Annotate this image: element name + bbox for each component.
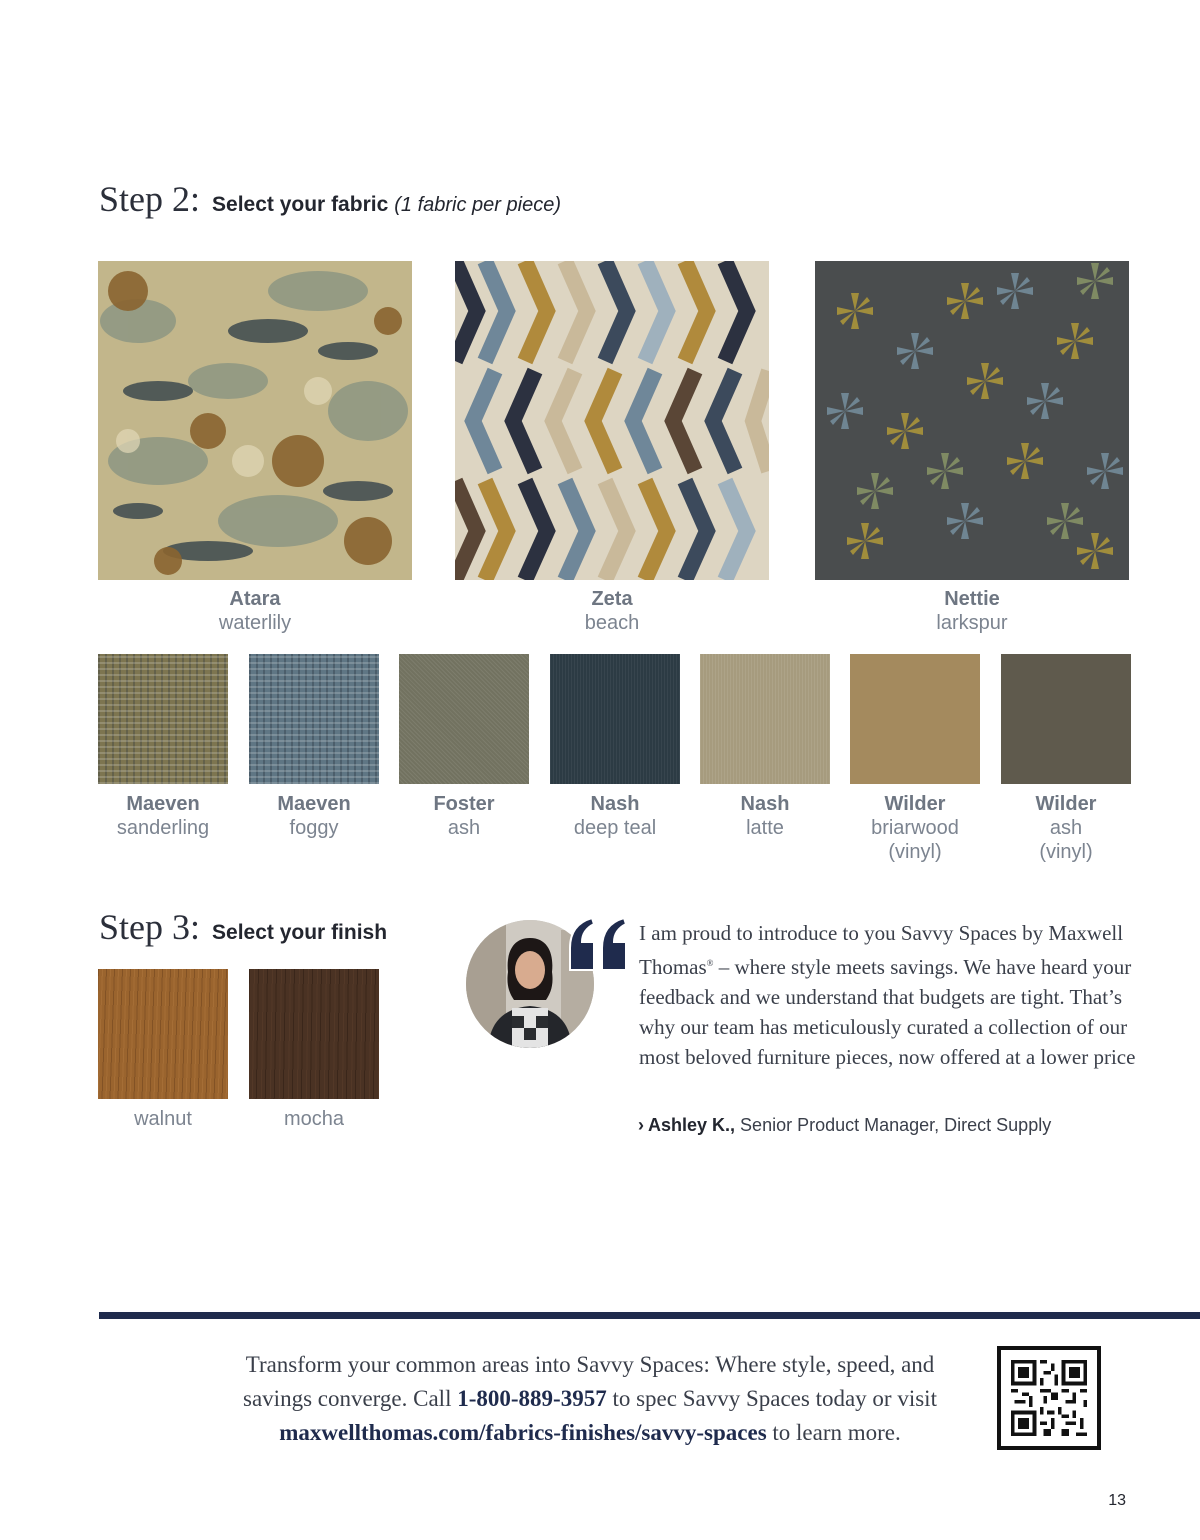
fabric-color: latte: [746, 817, 784, 839]
page-number: 13: [1108, 1492, 1126, 1509]
fabric-color: ash: [1049, 817, 1083, 839]
qr-code[interactable]: [997, 1346, 1101, 1450]
atara-caption: [98, 587, 412, 635]
step-2-heading: [99, 178, 561, 220]
footer-divider: [99, 1312, 1200, 1319]
fabric-color: beach: [584, 612, 640, 634]
finish-color: walnut: [134, 1108, 192, 1130]
fabric-name: Wilder: [884, 793, 946, 815]
chevron-right-icon: ›: [638, 1115, 644, 1135]
foster-ash-caption: [389, 792, 539, 840]
wilder-ash-swatch[interactable]: [1001, 654, 1131, 784]
author-name: Ashley K.,: [648, 1115, 736, 1135]
testimonial-quote: [639, 918, 1139, 1072]
fabric-material: (vinyl): [1039, 841, 1093, 863]
fabric-color: larkspur: [936, 612, 1008, 634]
fabric-color: deep teal: [573, 817, 657, 839]
step-3-heading: [99, 906, 387, 948]
nash-deep-teal-caption: [540, 792, 690, 840]
walnut-caption: [88, 1107, 238, 1131]
fabric-name: Nash: [740, 793, 790, 815]
nettie-swatch[interactable]: [815, 261, 1129, 580]
fabric-material: (vinyl): [888, 841, 942, 863]
footer-call-to-action: [210, 1348, 970, 1450]
fabric-name: Nettie: [944, 588, 1000, 610]
fabric-name: Foster: [433, 793, 495, 815]
fabric-color: waterlily: [218, 612, 292, 634]
maeven-sanderling-caption: [88, 792, 238, 840]
qr-code-icon: [1011, 1360, 1087, 1436]
fabric-name: Nash: [590, 793, 640, 815]
chevron-swatch-icon: [455, 261, 769, 580]
registered-mark: ®: [706, 958, 714, 968]
zeta-caption: [455, 587, 769, 635]
footer-text-part-2: to spec Savvy Spaces today or visit: [606, 1386, 937, 1411]
wilder-briarwood-swatch[interactable]: [850, 654, 980, 784]
mocha-caption: [239, 1107, 389, 1131]
quote-mark-icon: [566, 918, 632, 974]
foster-ash-swatch[interactable]: [399, 654, 529, 784]
nash-latte-swatch[interactable]: [700, 654, 830, 784]
floral-dots-swatch-icon: [98, 261, 412, 580]
footer-text-part-1: Transform your common areas into Savvy Spaces: Where style, speed, and savings converge. Call: [243, 1352, 935, 1411]
step-2-title: Select your fabric: [212, 193, 389, 216]
pinwheel-swatch-icon: [815, 261, 1129, 580]
wilder-ash-caption: [991, 792, 1141, 864]
maeven-foggy-caption: [239, 792, 389, 840]
fabric-name: Atara: [229, 588, 281, 610]
step-2-label: Step 2:: [99, 179, 201, 219]
fabric-color: foggy: [289, 817, 339, 839]
walnut-finish-swatch[interactable]: [98, 969, 228, 1099]
mocha-finish-swatch[interactable]: [249, 969, 379, 1099]
zeta-swatch[interactable]: [455, 261, 769, 580]
website-link[interactable]: maxwellthomas.com/fabrics-finishes/savvy-spaces: [279, 1420, 767, 1445]
fabric-name: Zeta: [591, 588, 633, 610]
wilder-briarwood-caption: [840, 792, 990, 864]
nettie-caption: [815, 587, 1129, 635]
fabric-name: Maeven: [126, 793, 200, 815]
fabric-color: briarwood: [871, 817, 959, 839]
footer-text-part-3: to learn more.: [766, 1420, 901, 1445]
fabric-name: Wilder: [1035, 793, 1097, 815]
step-3-title: Select your finish: [212, 921, 388, 944]
fabric-color: sanderling: [116, 817, 210, 839]
nash-deep-teal-swatch[interactable]: [550, 654, 680, 784]
fabric-color: ash: [447, 817, 481, 839]
finish-color: mocha: [283, 1108, 345, 1130]
maeven-sanderling-swatch[interactable]: [98, 654, 228, 784]
phone-number[interactable]: 1-800-889-3957: [457, 1386, 607, 1411]
author-title: Senior Product Manager, Direct Supply: [740, 1115, 1052, 1135]
atara-swatch[interactable]: [98, 261, 412, 580]
quote-attribution: [638, 1115, 1051, 1136]
maeven-foggy-swatch[interactable]: [249, 654, 379, 784]
step-2-note: (1 fabric per piece): [394, 194, 561, 216]
quote-text-part-2: – where style meets savings. We have heard your feedback and we understand that budgets are tight. That’s why our team has meticulously curated a collection of our most beloved furniture pieces, now offered at a lower price: [639, 955, 1136, 1069]
nash-latte-caption: [690, 792, 840, 840]
step-3-label: Step 3:: [99, 907, 201, 947]
fabric-name: Maeven: [277, 793, 351, 815]
quote-text-part-1: I am proud to introduce to you Savvy Spaces by Maxwell Thomas: [639, 921, 1124, 979]
